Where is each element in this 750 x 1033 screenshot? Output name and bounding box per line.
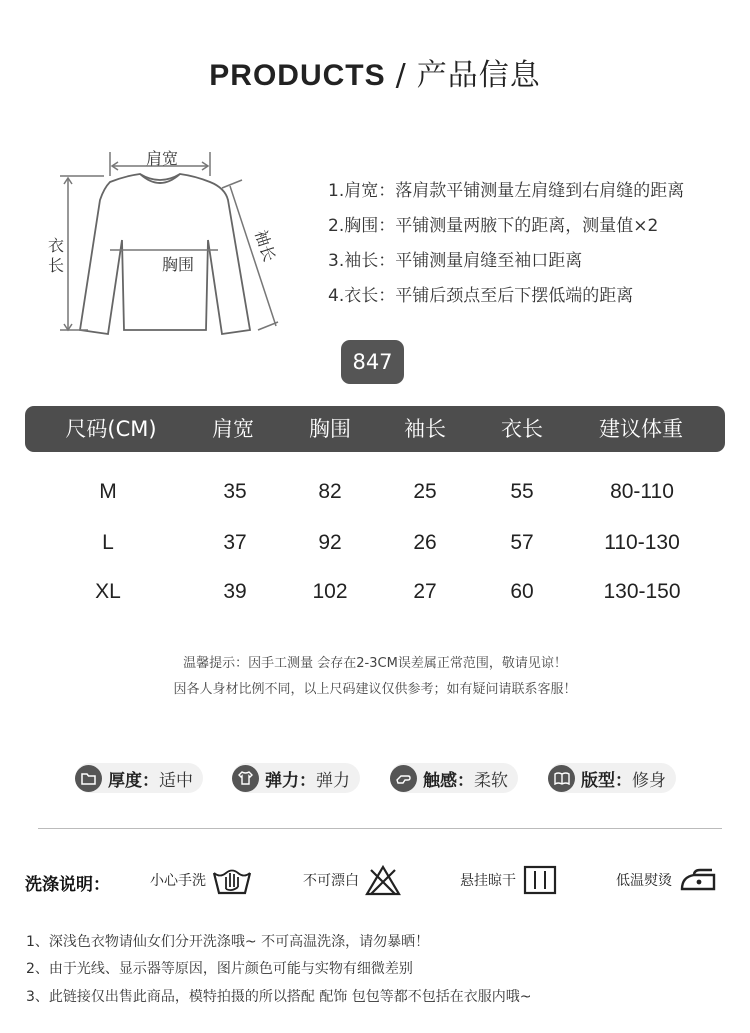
header-shoulder: 肩宽 — [212, 417, 254, 441]
disclaimer-2: 2、由于光线、显示器等原因，图片颜色可能与实物有细微差别 — [26, 961, 413, 977]
feature-thickness — [75, 763, 203, 793]
wash-label: 小心手洗 — [150, 873, 206, 889]
feature-value: 柔软 — [474, 770, 508, 791]
cell-shoulder: 39 — [223, 580, 247, 603]
cell-size: M — [99, 480, 117, 503]
header-weight: 建议体重 — [599, 417, 683, 441]
cell-shoulder: 35 — [223, 480, 247, 503]
title-english: PRODUCTS — [209, 59, 386, 92]
note-shoulder: 1.肩宽：落肩款平铺测量左肩缝到右肩缝的距离 — [328, 181, 685, 201]
size-table-header — [25, 406, 725, 452]
header-length: 衣长 — [501, 417, 543, 441]
cell-length: 55 — [510, 480, 534, 503]
feature-label: 触感： — [423, 770, 474, 791]
note-length: 4.衣长：平铺后颈点至后下摆低端的距离 — [328, 286, 634, 306]
wash-item-hang-dry — [460, 862, 558, 898]
table-row — [25, 472, 725, 512]
section-divider — [38, 828, 722, 829]
cell-chest: 92 — [318, 531, 342, 554]
table-row — [25, 523, 725, 563]
note-sleeve: 3.袖长：平铺测量肩缝至袖口距离 — [328, 251, 583, 271]
low-iron-icon — [678, 865, 718, 895]
feature-value: 修身 — [632, 770, 666, 791]
chest-label: 胸围 — [162, 255, 195, 274]
hand-icon — [390, 765, 417, 792]
page-title — [0, 50, 750, 94]
folder-icon — [75, 765, 102, 792]
title-separator: / — [395, 58, 407, 93]
note-chest: 2.胸围：平铺测量两腋下的距离，测量值×2 — [328, 216, 659, 236]
wash-instructions-title: 洗涤说明： — [25, 875, 110, 895]
cell-size: L — [102, 531, 114, 554]
tip-line-1: 温馨提示：因手工测量 会存在2-3CM误差属正常范围，敬请见谅！ — [183, 656, 567, 671]
wash-item-no-bleach — [303, 862, 401, 898]
header-chest: 胸围 — [309, 417, 351, 441]
book-icon — [548, 765, 575, 792]
wash-label: 不可漂白 — [303, 873, 359, 889]
wash-label: 低温熨烫 — [616, 873, 672, 889]
shirt-icon — [232, 765, 259, 792]
length-label: 衣长 — [48, 236, 65, 275]
feature-value: 弹力 — [316, 770, 350, 791]
hand-wash-icon — [212, 865, 252, 895]
feature-label: 版型： — [581, 770, 632, 791]
cell-size: XL — [95, 580, 121, 603]
cell-weight: 130-150 — [603, 580, 681, 603]
feature-label: 厚度： — [108, 770, 159, 791]
cell-sleeve: 25 — [413, 480, 437, 503]
measurement-diagram — [40, 140, 300, 340]
wash-item-low-iron — [616, 862, 718, 898]
cell-sleeve: 27 — [413, 580, 437, 603]
title-chinese: 产品信息 — [416, 58, 541, 93]
header-sleeve: 袖长 — [404, 417, 446, 441]
disclaimer-1: 1、深浅色衣物请仙女们分开洗涤哦~ 不可高温洗涤，请勿暴晒！ — [26, 934, 430, 950]
feature-label: 弹力： — [265, 770, 316, 791]
table-row — [25, 572, 725, 612]
no-bleach-icon — [365, 864, 401, 896]
cell-chest: 102 — [312, 580, 348, 603]
cell-shoulder: 37 — [223, 531, 247, 554]
hang-dry-icon — [522, 864, 558, 896]
sleeve-label: 袖长 — [251, 227, 280, 264]
product-code-badge: 847 — [341, 340, 404, 384]
wash-label: 悬挂晾干 — [460, 873, 516, 889]
cell-weight: 80-110 — [610, 480, 674, 503]
wash-item-handwash — [150, 862, 252, 898]
header-size: 尺码(CM) — [65, 417, 157, 441]
feature-fit — [548, 763, 676, 793]
cell-length: 60 — [510, 580, 534, 603]
feature-touch — [390, 763, 518, 793]
cell-length: 57 — [510, 531, 534, 554]
cell-chest: 82 — [318, 480, 342, 503]
disclaimer-3: 3、此链接仅出售此商品，模特拍摄的所以搭配 配饰 包包等都不包括在衣服内哦~ — [26, 989, 532, 1005]
shoulder-label: 肩宽 — [146, 149, 179, 168]
cell-sleeve: 26 — [413, 531, 437, 554]
feature-value: 适中 — [159, 770, 193, 791]
measurement-notes — [328, 178, 684, 318]
tip-line-2: 因各人身材比例不同，以上尺码建议仅供参考；如有疑问请联系客服！ — [173, 682, 577, 697]
cell-weight: 110-130 — [604, 531, 680, 554]
feature-elasticity — [232, 763, 360, 793]
